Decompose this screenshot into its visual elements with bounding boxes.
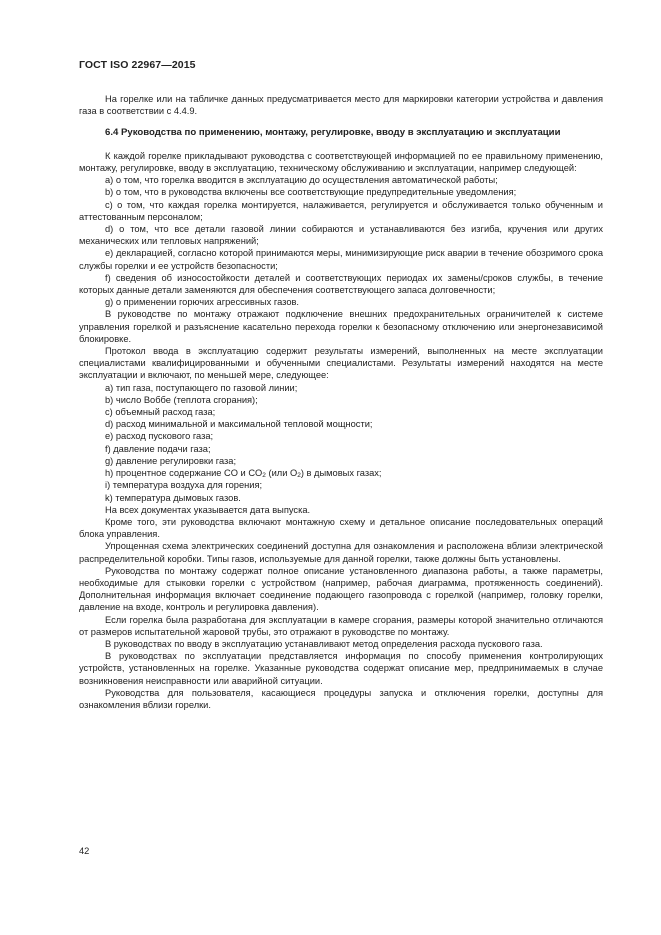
protocol-paragraph: Протокол ввода в эксплуатацию содержит результаты измерений, выполненных на месте эксплуатации специалистами квалифицированными и обученными специалистами. Результаты измерений находятся на месте эксплуатации и включают, по меньшей мере, следующее: (79, 346, 603, 381)
body-paragraph: Кроме того, эти руководства включают монтажную схему и детальное описание последовательных операций блока управления. (79, 516, 603, 540)
list-item: b) о том, что в руководства включены все соответствующие предупредительные уведомления; (105, 187, 517, 198)
list-item: f) давление подачи газа; (105, 443, 211, 454)
list-item: e) расход пускового газа; (105, 431, 214, 442)
lead-paragraph: К каждой горелке прикладывают руководства с соответствующей информацией по ее правильному применению, монтажу, регулировке, вводу в эксплуатацию, техническому обслуживанию и эксплуатации, например следующей: (79, 150, 603, 174)
page-number: 42 (79, 846, 90, 856)
list-item: g) давление регулировки газа; (105, 455, 237, 466)
o2-text: (или O (265, 468, 298, 479)
list-item: f) сведения об износостойкости деталей и соответствующих периодах их замены/сроков службы, в течение которых данные детали заменяются для обеспечения соответствующего запаса долговечности; (79, 272, 603, 296)
list-item: c) объемный расход газа; (105, 407, 216, 418)
list-item: a) о том, что горелка вводится в эксплуатацию до осуществления автоматической работы; (105, 175, 498, 186)
body-paragraph: Если горелка была разработана для эксплуатации в камере сгорания, размеры которой значительно отличаются от размеров испытательной жаровой трубы, это отражают в руководстве по монтажу. (79, 614, 603, 637)
list-item: b) число Воббе (теплота сгорания); (105, 394, 258, 405)
list-item: e) декларацией, согласно которой принимаются меры, минимизирующие риск аварии в течение обозримого срока службы горелки и ее устройств безопасности; (79, 248, 603, 271)
subscript: 2 (262, 472, 266, 480)
list-item: g) о применении горючих агрессивных газов. (105, 297, 300, 308)
list-item: k) температура дымовых газов. (105, 492, 241, 503)
document-standard-id: ГОСТ ISO 22967—2015 (79, 59, 196, 71)
list-item: c) о том, что каждая горелка монтируется, налаживается, регулируется и обслуживается только обученным и аттестованным персоналом; (79, 199, 603, 222)
list-item: d) о том, что все детали газовой линии собираются и устанавливаются без изгиба, кручения или других механических или тепловых напряжений; (79, 224, 603, 247)
body-paragraph: Руководства по монтажу содержат полное описание установленного диапазона работы, а также параметры, необходимые для стыковки горелки с устройством (например, рабочая диаграмма, протяженность соединений). Дополнительная информация включает соединение подающего газопровода с горелкой (например, головку горелки, давление на входе, контроль и регулировка давления). (79, 565, 603, 613)
list-item: i) температура воздуха для горения; (105, 480, 263, 491)
subscript: 2 (297, 472, 301, 480)
list-item-co2 (79, 467, 603, 479)
list-item: a) тип газа, поступающего по газовой линии; (105, 382, 298, 393)
flue-gas-text: ) в дымовых газах; (300, 468, 382, 479)
co-text: h) процентное содержание CO и CO (105, 468, 263, 479)
section-heading: 6.4 Руководства по применению, монтажу, регулировке, вводу в эксплуатацию и эксплуатации (105, 127, 561, 139)
document-body (79, 93, 603, 711)
body-paragraph: На всех документах указывается дата выпуска. (105, 504, 311, 515)
body-paragraph: Упрощенная схема электрических соединений доступна для ознакомления и расположена вблизи электрической распределительной коробки. Типы газов, используемые для данной горелки, также должны быть установлены. (79, 541, 603, 564)
intro-paragraph: На горелке или на табличке данных предусматривается место для маркировки категории устройства и давления газа в соответствии с 4.4.9. (79, 94, 603, 117)
body-paragraph: Руководства для пользователя, касающиеся процедуры запуска и отключения горелки, доступны для ознакомления вблизи горелки. (79, 687, 603, 710)
body-paragraph: В руководствах по вводу в эксплуатацию устанавливают метод определения расхода пускового газа. (105, 638, 543, 649)
montage-paragraph: В руководстве по монтажу отражают подключение внешних предохранительных ограничителей к системе управления горелкой и разъяснение касательно перехода горелки к безопасному отключению или энергонезависимой блокировке. (79, 309, 603, 344)
list-item: d) расход минимальной и максимальной тепловой мощности; (105, 419, 373, 430)
body-paragraph: В руководствах по эксплуатации представляется информация по способу применения контролирующих устройств, установленных на горелке. Указанные руководства содержат описание мер, предпринимаемых в случае возникновения неисправности или аварийной ситуации. (79, 651, 603, 686)
